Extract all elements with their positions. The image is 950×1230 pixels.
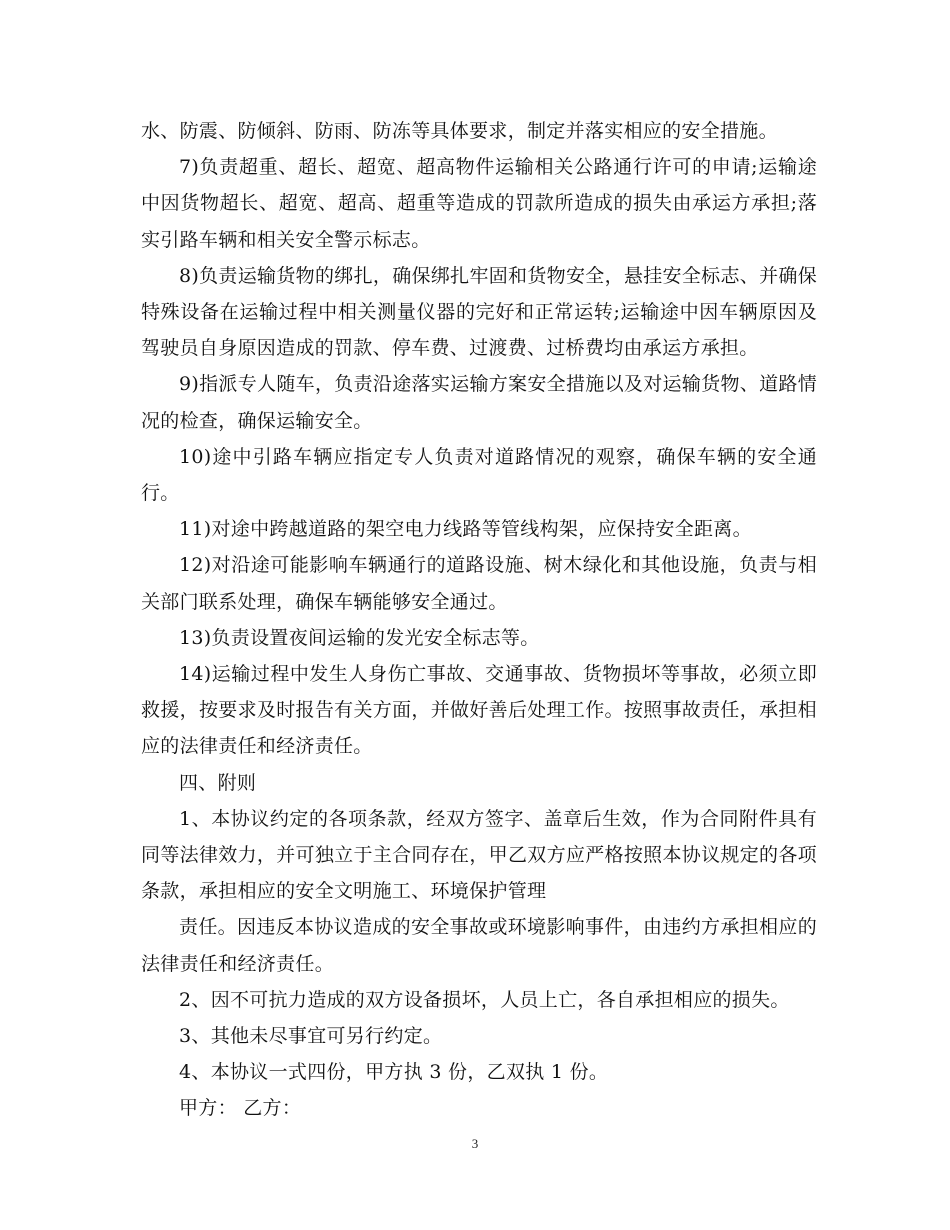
- paragraph: 责任。因违反本协议造成的安全事故或环境影响事件，由违约方承担相应的法律责任和经济责任。: [141, 916, 817, 975]
- paragraph: 13)负责设置夜间运输的发光安全标志等。: [179, 626, 540, 649]
- paragraph: 3、其他未尽事宜可另行约定。: [179, 1025, 443, 1048]
- paragraph: 7)负责超重、超长、超宽、超高物件运输相关公路通行许可的申请;运输途中因货物超长、超宽、超高、超重等造成的罚款所造成的损失由承运方承担;落实引路车辆和相关安全警示标志。: [141, 156, 817, 251]
- paragraph: 8)负责运输货物的绑扎，确保绑扎牢固和货物安全，悬挂安全标志、并确保特殊设备在运输过程中相关测量仪器的完好和正常运转;运输途中因车辆原因及驾驶员自身原因造成的罚款、停车费、过渡费、过桥费均由承运方承担。: [141, 264, 817, 360]
- paragraph: 9)指派专人随车，负责沿途落实运输方案安全措施以及对运输货物、道路情况的检查，确保运输安全。: [141, 373, 817, 432]
- page-number: 3: [471, 1136, 479, 1151]
- paragraph: 12)对沿途可能影响车辆通行的道路设施、树木绿化和其他设施，负责与相关部门联系处理，确保车辆能够安全通过。: [141, 554, 817, 613]
- paragraph: 14)运输过程中发生人身伤亡事故、交通事故、货物损坏等事故，必须立即救援，按要求及时报告有关方面，并做好善后处理工作。按照事故责任，承担相应的法律责任和经济责任。: [141, 663, 817, 758]
- paragraph: 4、本协议一式四份，甲方执 3 份，乙双执 1 份。: [179, 1061, 609, 1084]
- section-heading: 四、附则: [179, 771, 257, 794]
- paragraph: 11)对途中跨越道路的架空电力线路等管线构架，应保持安全距离。: [179, 518, 752, 541]
- paragraph: 1、本协议约定的各项条款，经双方签字、盖章后生效，作为合同附件具有同等法律效力，并可独立于主合同存在，甲乙双方应严格按照本协议规定的各项条款，承担相应的安全文明施工、环境保护管理: [141, 807, 817, 903]
- document-body: [141, 113, 817, 1127]
- signature-line: 甲方： 乙方：: [179, 1097, 302, 1120]
- paragraph: 10)途中引路车辆应指定专人负责对道路情况的观察，确保车辆的安全通行。: [141, 445, 817, 505]
- paragraph: 水、防震、防倾斜、防雨、防冻等具体要求，制定并落实相应的安全措施。: [141, 120, 778, 142]
- paragraph: 2、因不可抗力造成的双方设备损坏，人员上亡，各自承担相应的损失。: [179, 988, 790, 1011]
